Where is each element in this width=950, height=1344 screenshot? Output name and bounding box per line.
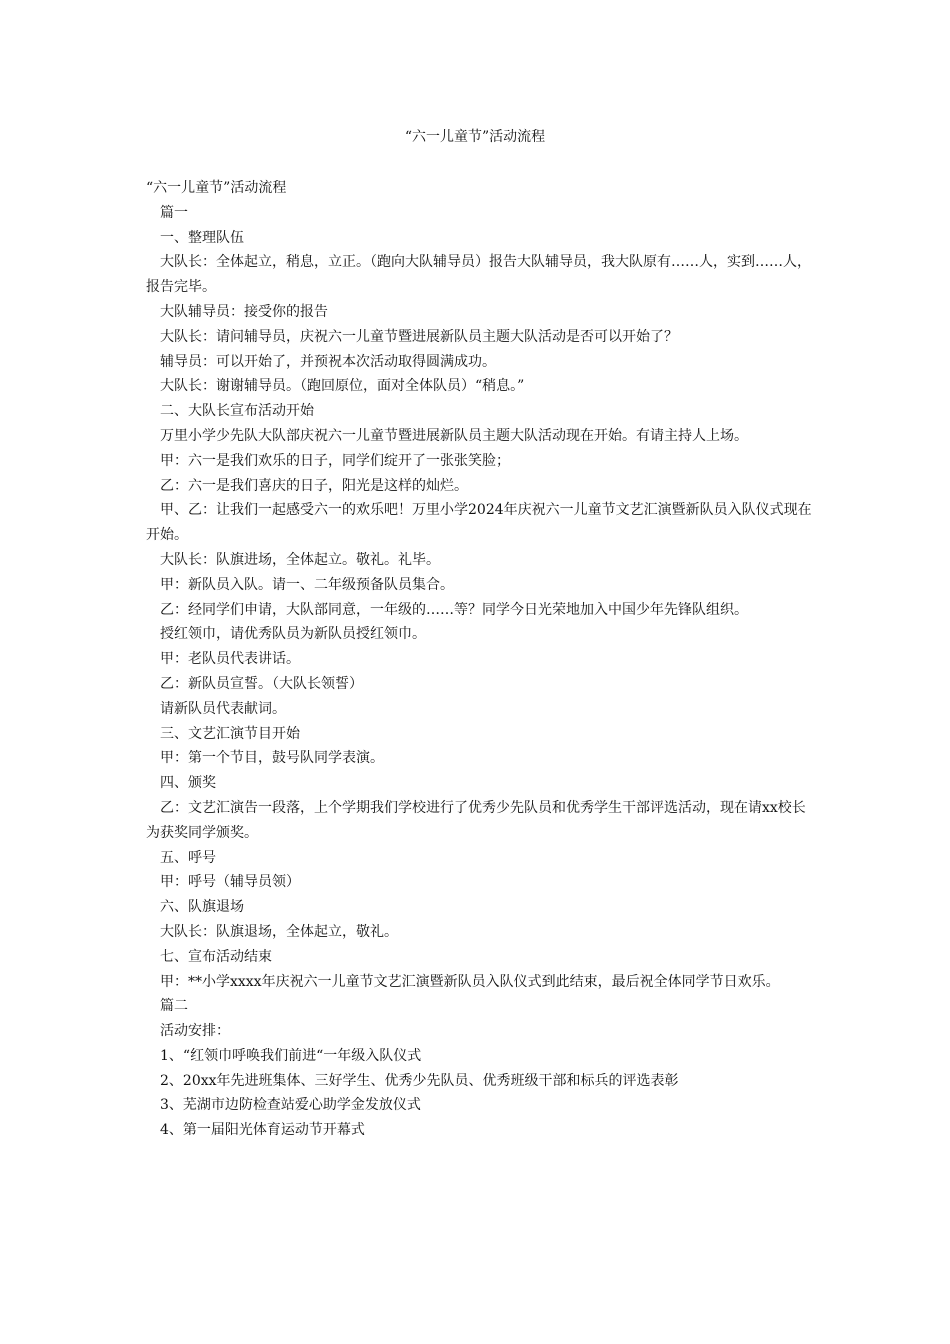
paragraph: 大队长：队旗进场，全体起立。敬礼。礼毕。 [160, 551, 440, 568]
paragraph: 乙：新队员宣誓。（大队长领誓） [160, 675, 363, 692]
section-label: 篇二 [160, 998, 188, 1015]
paragraph: 乙：六一是我们喜庆的日子，阳光是这样的灿烂。 [160, 477, 468, 494]
step-heading: 七、宣布活动结束 [160, 948, 272, 965]
paragraph: 大队长：队旗退场，全体起立，敬礼。 [160, 923, 398, 940]
paragraph: 大队长：请问辅导员，庆祝六一儿童节暨进展新队员主题大队活动是否可以开始了？ [160, 328, 678, 345]
paragraph: 请新队员代表献词。 [160, 700, 286, 717]
paragraph: 甲：第一个节目，鼓号队同学表演。 [160, 750, 384, 767]
paragraph: 甲：**小学xxxx年庆祝六一儿童节文艺汇演暨新队员入队仪式到此结束，最后祝全体同学节日欢乐。 [160, 973, 780, 990]
section-label: 篇一 [160, 204, 188, 221]
paragraph: 大队长：谢谢辅导员。（跑回原位，面对全体队员）“稍息。” [160, 378, 525, 395]
paragraph: 甲：新队员入队。请一、二年级预备队员集合。 [160, 576, 454, 593]
paragraph: 授红领巾，请优秀队员为新队员授红领巾。 [160, 626, 426, 643]
step-heading: 二、大队长宣布活动开始 [160, 403, 314, 420]
list-item: 3、芜湖市边防检查站爱心助学金发放仪式 [160, 1097, 421, 1114]
paragraph: 甲、乙：让我们一起感受六一的欢乐吧！万里小学2024年庆祝六一儿童节文艺汇演暨新队员入队仪式现在开始。 [146, 502, 812, 544]
body-heading: “六一儿童节”活动流程 [146, 180, 287, 196]
list-item: 2、20xx年先进班集体、三好学生、优秀少先队员、优秀班级干部和标兵的评选表彰 [160, 1072, 679, 1089]
paragraph: 万里小学少先队大队部庆祝六一儿童节暨进展新队员主题大队活动现在开始。有请主持人上场。 [160, 427, 748, 444]
paragraph: 乙：文艺汇演告一段落，上个学期我们学校进行了优秀少先队员和优秀学生干部评选活动，现在请xx校长为获奖同学颁奖。 [146, 799, 806, 841]
step-heading: 六、队旗退场 [160, 899, 244, 916]
paragraph: 活动安排： [160, 1023, 230, 1040]
document-title: “六一儿童节”活动流程 [404, 129, 546, 145]
paragraph: 甲：呼号（辅导员领） [160, 874, 300, 891]
document-body [146, 176, 816, 1143]
paragraph: 辅导员：可以开始了，并预祝本次活动取得圆满成功。 [160, 353, 496, 370]
paragraph: 大队长：全体起立，稍息，立正。（跑向大队辅导员）报告大队辅导员，我大队原有……人，实到……人，报告完毕。 [146, 254, 811, 296]
paragraph: 乙：经同学们申请，大队部同意，一年级的……等？同学今日光荣地加入中国少年先锋队组织。 [160, 601, 748, 618]
step-heading: 四、颁奖 [160, 775, 216, 792]
list-item: 1、“红领巾呼唤我们前进“一年级入队仪式 [160, 1047, 422, 1064]
step-heading: 一、整理队伍 [160, 229, 244, 246]
list-item: 4、第一届阳光体育运动节开幕式 [160, 1122, 365, 1139]
step-heading: 五、呼号 [160, 849, 216, 866]
paragraph: 大队辅导员：接受你的报告 [160, 303, 328, 320]
step-heading: 三、文艺汇演节目开始 [160, 725, 300, 742]
paragraph: 甲：老队员代表讲话。 [160, 651, 300, 668]
paragraph: 甲：六一是我们欢乐的日子，同学们绽开了一张张笑脸； [160, 452, 510, 469]
